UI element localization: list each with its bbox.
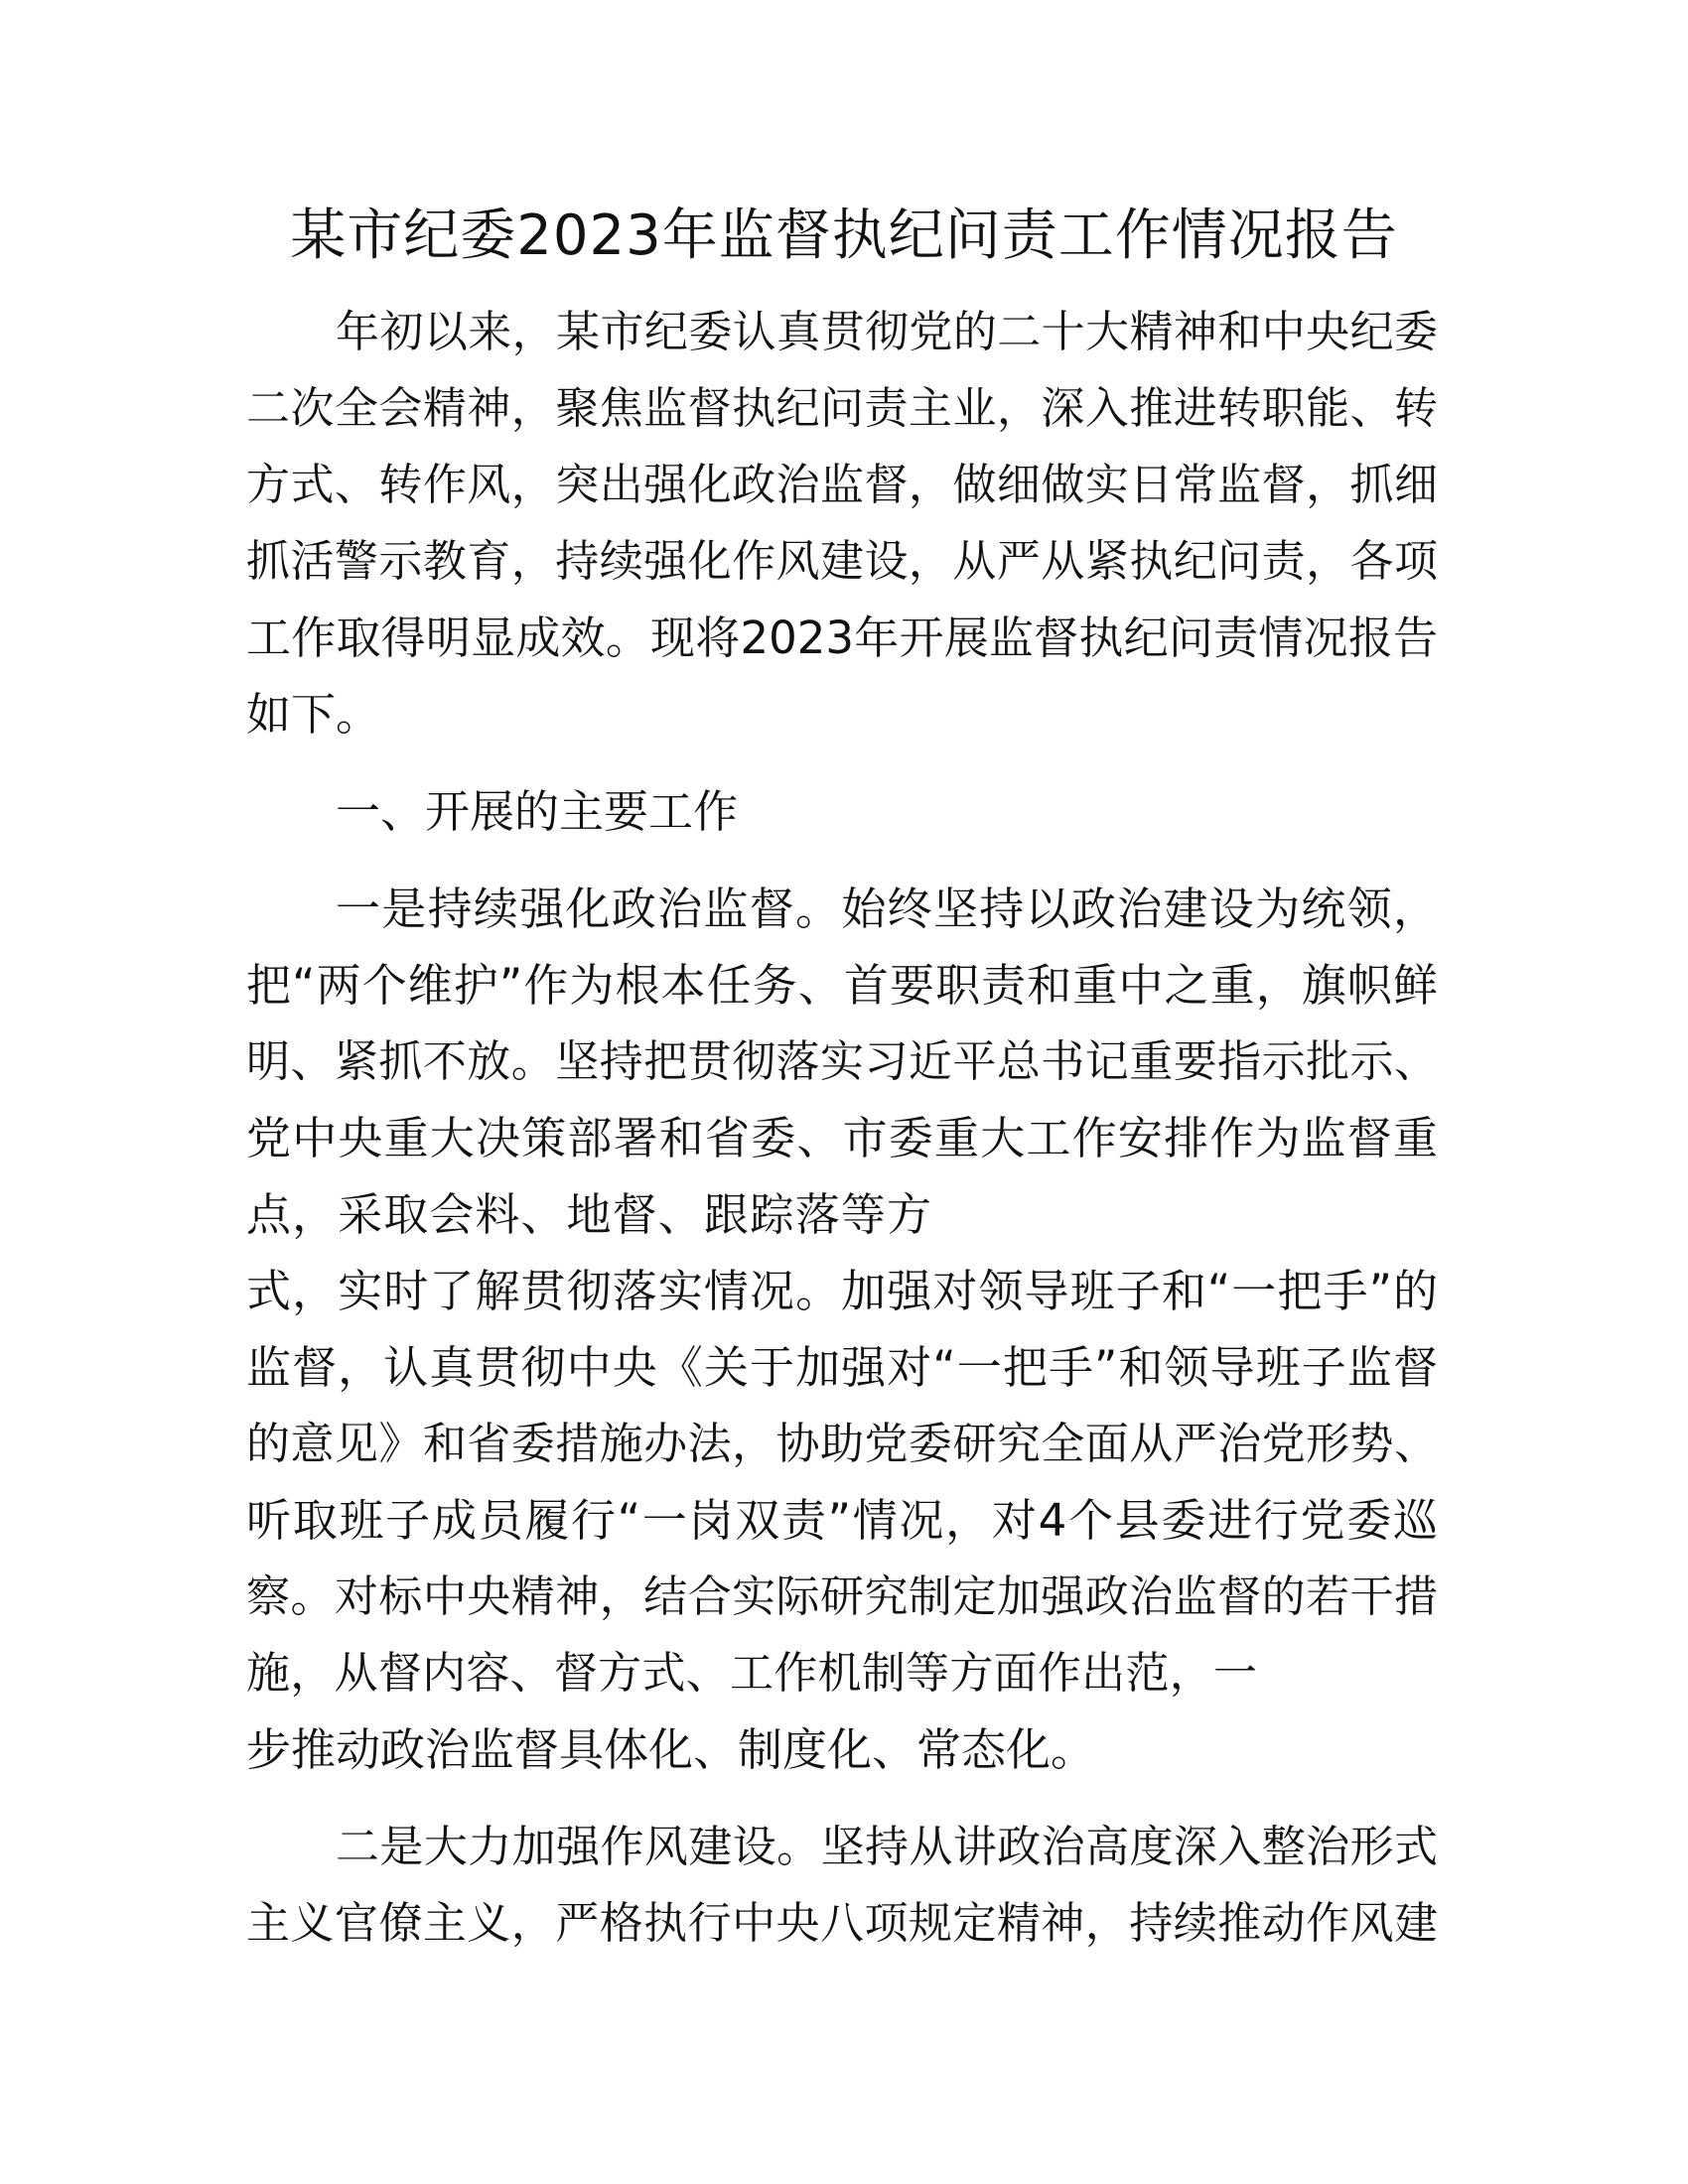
paragraph-line: 步推动政治监督具体化、制度化、常态化。 [246, 1723, 1096, 1776]
paragraph-line: 年初以来，某市纪委认真贯彻党的二十大精神和中央纪委 [336, 307, 1438, 357]
paragraph-line: 施，从督内容、督方式、工作机制等方面作出范，一 [246, 1648, 1257, 1699]
paragraph-line: 方式、转作风，突出强化政治监督，做细做实日常监督，抓细 [246, 460, 1438, 510]
paragraph-line: 听取班子成员履行“一岗双责”情况，对4个县委进行党委巡 [246, 1494, 1438, 1547]
paragraph-line: 明、紧抓不放。坚持把贯彻落实习近平总书记重要指示批示、 [246, 1036, 1438, 1087]
paragraph-line: 党中央重大决策部署和省委、市委重大工作安排作为监督重 [246, 1112, 1438, 1164]
paragraph-line: 主义官僚主义，严格执行中央八项规定精神，持续推动作风建 [246, 1898, 1438, 1949]
paragraph-line: 工作取得明显成效。现将2023年开展监督执纪问责情况报告 [246, 612, 1438, 664]
paragraph-line: 把“两个维护”作为根本任务、首要职责和重中之重，旗帜鲜 [246, 959, 1438, 1012]
paragraph-line: 监督，认真贯彻中央《关于加强对“一把手”和领导班子监督 [246, 1341, 1438, 1394]
paragraph-line: 一是持续强化政治监督。始终坚持以政治建设为统领， [336, 883, 1438, 935]
paragraph-line: 二次全会精神，聚焦监督执纪问责主业，深入推进转职能、转 [246, 383, 1438, 434]
paragraph-line: 式，实时了解贯彻落实情况。加强对领导班子和“一把手”的 [246, 1265, 1438, 1317]
paragraph-line: 点，采取会料、地督、跟踪落等方 [246, 1188, 931, 1241]
section-heading: 一、开展的主要工作 [336, 785, 739, 838]
paragraph-line: 二是大力加强作风建设。坚持从讲政治高度深入整治形式 [336, 1822, 1438, 1872]
paragraph-line: 抓活警示教育，持续强化作风建设，从严从紧执纪问责，各项 [246, 536, 1438, 587]
paragraph-line: 如下。 [246, 688, 381, 741]
paragraph-line: 的意见》和省委措施办法，协助党委研究全面从严治党形势、 [246, 1419, 1438, 1469]
document-title: 某市纪委2023年监督执纪问责工作情况报告 [290, 204, 1398, 268]
paragraph-line: 察。对标中央精神，结合实际研究制定加强政治监督的若干措 [246, 1571, 1438, 1622]
